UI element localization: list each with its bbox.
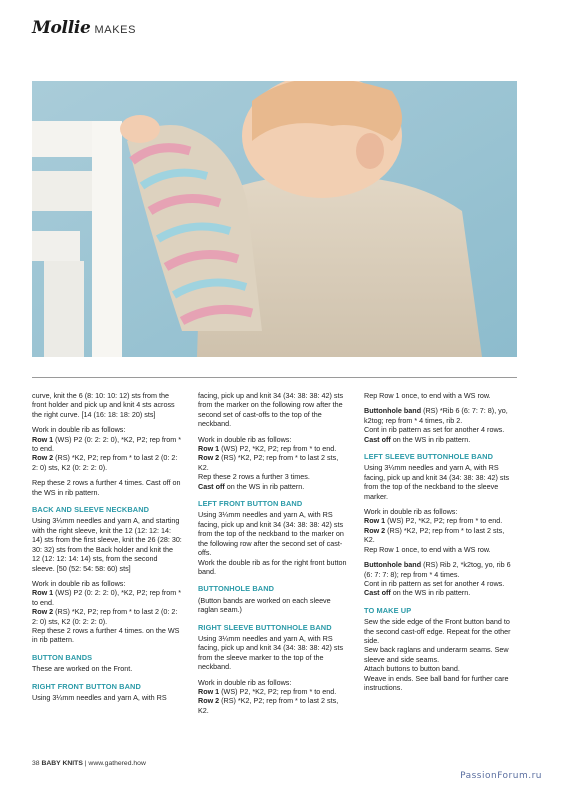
- section-heading: LEFT FRONT BUTTON BAND: [198, 499, 303, 509]
- text: Cont in rib pattern as set for another 4 rows.: [364, 578, 505, 588]
- section-heading: RIGHT FRONT BUTTON BAND: [32, 681, 141, 691]
- row-label: Row 1: [198, 686, 220, 696]
- section-heading: LEFT SLEEVE BUTTONHOLE BAND: [364, 452, 494, 462]
- row-text: (RS) *K2, P2; rep from * to last 2 sts, K2.: [364, 525, 505, 545]
- watermark: PassionForum.ru: [460, 771, 542, 781]
- text: Rep these 2 rows a further 3 times.: [198, 472, 310, 482]
- text: on the WS in rib pattern.: [390, 434, 471, 444]
- section-heading: RIGHT SLEEVE BUTTONHOLE BAND: [198, 622, 332, 632]
- buttonhole-label: Buttonhole band: [364, 560, 422, 570]
- column-2: [198, 391, 348, 721]
- text: Using 3¼mm needles and yarn A, with RS facing, pick up and knit 34 (34: 38: 38: 42) sts from the top of the neckband to the marker on the following row after the second set of cast-offs.: [198, 510, 344, 558]
- cast-off-label: Cast off: [198, 481, 225, 491]
- section-heading: BUTTONHOLE BAND: [198, 584, 275, 594]
- text: Work in double rib as follows:: [364, 507, 458, 517]
- row-text: (WS) P2, *K2, P2; rep from * to end.: [385, 516, 503, 526]
- row-label: Row 2: [32, 453, 54, 463]
- paragraph: Using 3¼mm needles and yarn A, with RS: [32, 692, 167, 702]
- section-label: MAKES: [94, 24, 137, 36]
- text: Work the double rib as for the right front button band.: [198, 557, 347, 576]
- paragraph: Using 3¼mm needles and yarn A, and starting with the right sleeve, knit the 12 (12: 12: 14: 14) sts from the first sleeve, knit the 26 (28: 30: 30: 32) sts from the Back holder and knit the 12 (12: 12: 14: 14) sts, from the second sleeve. [50 (52: 54: 58: 60) sts]: [32, 516, 182, 573]
- website: www.gathered.how: [88, 760, 146, 767]
- feature-photo: [32, 81, 517, 357]
- row-label: Row 1: [32, 434, 54, 444]
- text: Sew back raglans and underarm seams. Sew sleeve and side seams.: [364, 645, 509, 664]
- row-text: (RS) *K2, P2; rep from * to last 2 (0: 2: 2: 0) sts, K2 (0: 2: 2: 0).: [32, 607, 178, 626]
- row-text: (WS) P2 (0: 2: 2: 0), *K2, P2; rep from * to end.: [32, 588, 181, 607]
- paragraph: [364, 406, 514, 444]
- section-heading: BUTTON BANDS: [32, 652, 93, 662]
- row-text: (RS) *K2, P2; rep from * to last 2 sts, K2.: [198, 453, 339, 472]
- paragraph: [364, 617, 514, 692]
- paragraph: [32, 579, 182, 645]
- row-text: (WS) P2, *K2, P2; rep from * to end.: [219, 444, 337, 454]
- paragraph: [364, 507, 514, 554]
- cast-off-label: Cast off: [364, 434, 391, 444]
- row-label: Row 1: [198, 444, 220, 454]
- paragraph: [364, 560, 514, 598]
- text: Work in double rib as follows:: [32, 578, 126, 588]
- paragraph: curve, knit the 6 (8: 10: 10: 12) sts from the front holder and pick up and knit 4 sts across the right curve. [14 (16: 18: 18: 20) sts]: [32, 391, 175, 419]
- paragraph: facing, pick up and knit 34 (34: 38: 38: 42) sts from the marker on the following row after the second set of cast-offs to the top of the neckband.: [198, 391, 344, 429]
- paragraph: Rep these 2 rows a further 4 times. Cast off on the WS in rib pattern.: [32, 478, 181, 497]
- paragraph: [32, 425, 182, 472]
- column-1: [32, 391, 182, 708]
- text: on the WS in rib pattern.: [224, 481, 305, 491]
- row-label: Row 2: [364, 525, 386, 535]
- buttonhole-label: Buttonhole band: [364, 406, 422, 416]
- text: (RS) Rib 2, *k2tog, yo, rib 6 (6: 7: 7: 8); rep from * 4 times.: [364, 560, 511, 579]
- text: Attach buttons to button band.: [364, 664, 460, 674]
- paragraph: Using 3¼mm needles and yarn A, with RS facing, pick up and knit 34 (34: 38: 38: 42) sts from the top of the neckband to the sleeve marker.: [364, 463, 510, 501]
- cast-off-label: Cast off: [364, 588, 391, 598]
- section-heading: TO MAKE UP: [364, 605, 412, 615]
- paragraph: [198, 678, 348, 716]
- text: Weave in ends. See ball band for further care instructions.: [364, 673, 509, 692]
- text: Work in double rib as follows:: [198, 677, 292, 687]
- brand-logo: Mollie: [32, 18, 91, 38]
- page-number: 38: [32, 760, 40, 767]
- row-text: (WS) P2, *K2, P2; rep from * to end.: [219, 686, 337, 696]
- paragraph: [198, 510, 348, 576]
- paragraph: (Button bands are worked on each sleeve raglan seam.): [198, 595, 331, 615]
- paragraph: [198, 435, 348, 491]
- divider: [32, 377, 517, 378]
- magazine-name: BABY KNITS: [41, 760, 83, 767]
- text: Sew the side edge of the Front button band to the second cast-off edge. Repeat for the other side.: [364, 617, 511, 645]
- text: Rep these 2 rows a further 4 times. on the WS in rib pattern.: [32, 625, 180, 645]
- column-3: [364, 391, 514, 698]
- separator: |: [84, 760, 87, 767]
- text: Cont in rib pattern as set for another 4 rows.: [364, 425, 505, 435]
- text: Rep Row 1 once, to end with a WS row.: [364, 544, 491, 554]
- text: Work in double rib as follows:: [32, 425, 126, 435]
- row-text: (RS) *K2, P2; rep from * to last 2 (0: 2: 2: 0) sts, K2 (0: 2: 2: 0).: [32, 453, 178, 472]
- text: (RS) *Rib 6 (6: 7: 7: 8), yo, k2tog; rep from * 4 times, rib 2.: [364, 406, 508, 425]
- paragraph: These are worked on the Front.: [32, 664, 133, 674]
- paragraph: Rep Row 1 once, to end with a WS row.: [364, 391, 491, 400]
- magazine-header: [32, 18, 136, 38]
- section-heading: BACK AND SLEEVE NECKBAND: [32, 505, 150, 515]
- page-footer: [32, 760, 146, 767]
- row-label: Row 1: [364, 516, 386, 526]
- row-label: Row 2: [32, 607, 54, 617]
- paragraph: Using 3¼mm needles and yarn A, with RS facing, pick up and knit 34 (34: 38: 38: 42) sts from the sleeve marker to the top of the neckband.: [198, 633, 344, 672]
- row-label: Row 2: [198, 453, 220, 463]
- row-label: Row 1: [32, 588, 54, 598]
- row-text: (WS) P2 (0: 2: 2: 0), *K2, P2; rep from * to end.: [32, 434, 181, 454]
- row-label: Row 2: [198, 696, 220, 706]
- text: on the WS in rib pattern.: [390, 588, 471, 598]
- text: Work in double rib as follows:: [198, 434, 292, 444]
- row-text: (RS) *K2, P2; rep from * to last 2 sts, K2.: [198, 696, 339, 715]
